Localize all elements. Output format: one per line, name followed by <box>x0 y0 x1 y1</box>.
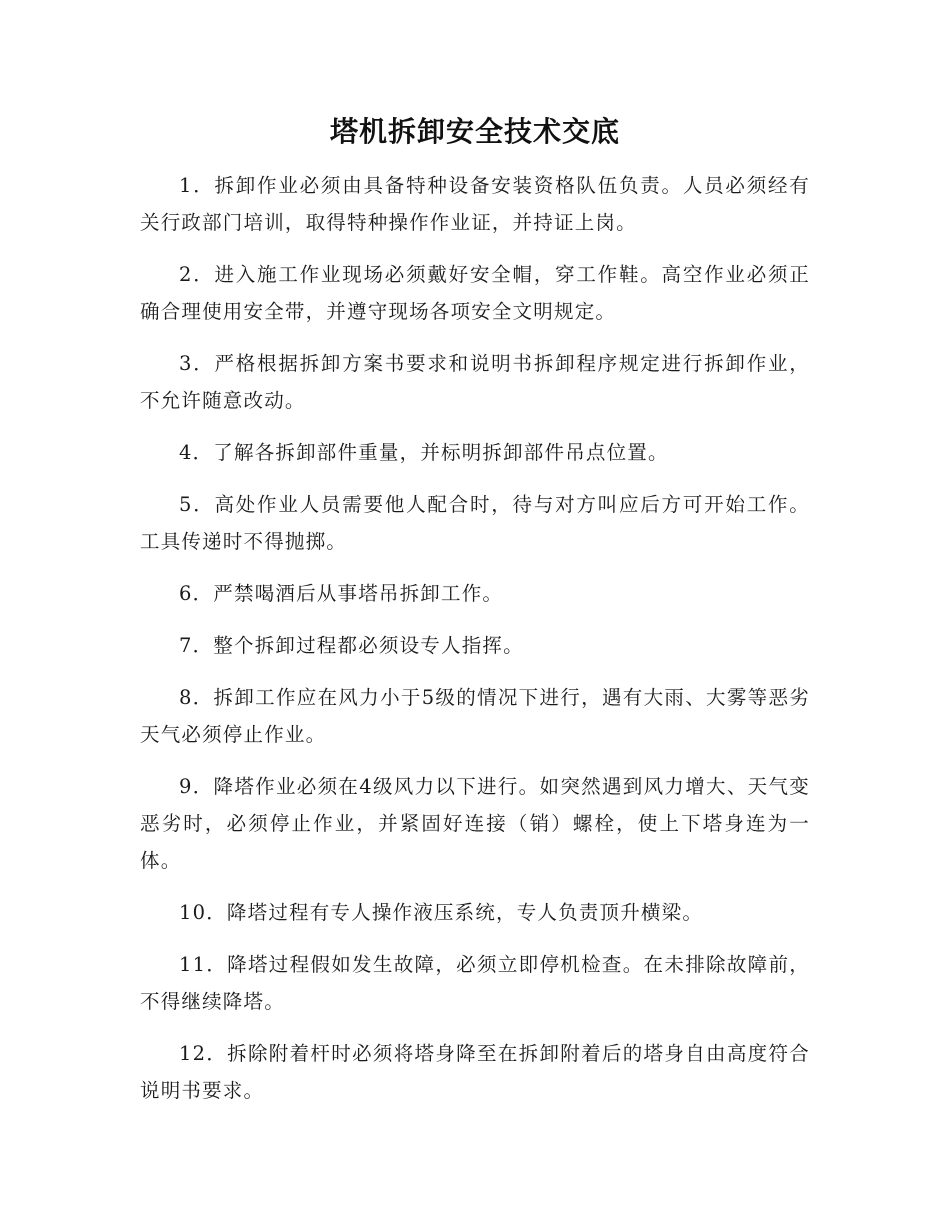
list-item: 1．拆卸作业必须由具备特种设备安装资格队伍负责。人员必须经有关行政部门培训，取得特种操作作业证，并持证上岗。 <box>140 174 810 234</box>
list-item: 5．高处作业人员需要他人配合时，待与对方叫应后方可开始工作。工具传递时不得抛掷。 <box>140 493 810 553</box>
list-item: 9．降塔作业必须在4级风力以下进行。如突然遇到风力增大、天气变恶劣时，必须停止作业，并紧固好连接（销）螺栓，使上下塔身连为一体。 <box>140 775 810 872</box>
list-item: 10．降塔过程有专人操作液压系统，专人负责顶升横梁。 <box>179 901 704 924</box>
list-item: 4．了解各拆卸部件重量，并标明拆卸部件吊点位置。 <box>179 441 669 464</box>
list-item: 12．拆除附着杆时必须将塔身降至在拆卸附着后的塔身自由高度符合说明书要求。 <box>140 1042 810 1102</box>
document-title: 塔机拆卸安全技术交底 <box>329 115 620 148</box>
list-item: 2．进入施工作业现场必须戴好安全帽，穿工作鞋。高空作业必须正确合理使用安全带，并遵守现场各项安全文明规定。 <box>140 263 810 323</box>
list-item: 3．严格根据拆卸方案书要求和说明书拆卸程序规定进行拆卸作业，不允许随意改动。 <box>140 352 810 412</box>
list-item: 7．整个拆卸过程都必须设专人指挥。 <box>179 634 524 657</box>
list-item: 8．拆卸工作应在风力小于5级的情况下进行，遇有大雨、大雾等恶劣天气必须停止作业。 <box>140 686 810 746</box>
list-item: 6．严禁喝酒后从事塔吊拆卸工作。 <box>179 582 504 605</box>
list-item: 11．降塔过程假如发生故障，必须立即停机检查。在未排除故障前，不得继续降塔。 <box>140 953 810 1013</box>
item-list <box>140 167 810 1109</box>
